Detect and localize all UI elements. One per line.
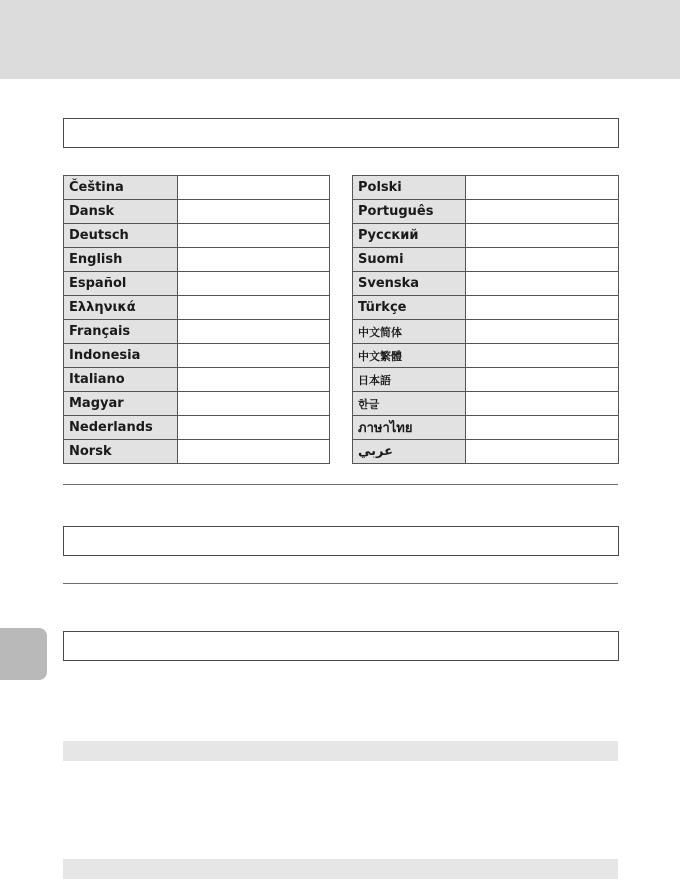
table-row xyxy=(353,440,619,464)
language-name: 中文繁體 xyxy=(353,344,466,368)
table-row xyxy=(353,224,619,248)
language-name: Français xyxy=(64,320,178,344)
language-name: Italiano xyxy=(64,368,178,392)
language-name: ภาษาไทย xyxy=(353,416,466,440)
table-row xyxy=(353,392,619,416)
table-row xyxy=(64,320,330,344)
language-value-cell xyxy=(466,392,619,416)
table-row xyxy=(64,272,330,296)
language-value-cell xyxy=(178,368,330,392)
table-row xyxy=(64,296,330,320)
language-value-cell xyxy=(178,344,330,368)
language-value-cell xyxy=(178,272,330,296)
language-value-cell xyxy=(178,440,330,464)
table-row xyxy=(64,416,330,440)
language-value-cell xyxy=(466,320,619,344)
language-name: Suomi xyxy=(353,248,466,272)
language-value-cell xyxy=(466,224,619,248)
language-value-cell xyxy=(466,344,619,368)
language-name: Ελληνικά xyxy=(64,296,178,320)
language-value-cell xyxy=(178,296,330,320)
language-name: 한글 xyxy=(353,392,466,416)
language-value-cell xyxy=(466,368,619,392)
table-row xyxy=(353,344,619,368)
language-name: 日本語 xyxy=(353,368,466,392)
language-table-left xyxy=(63,175,330,464)
table-row xyxy=(353,200,619,224)
table-row xyxy=(64,392,330,416)
language-value-cell xyxy=(466,296,619,320)
table-row xyxy=(64,440,330,464)
chapter-tab xyxy=(0,628,47,680)
language-name: عربي xyxy=(353,440,466,464)
language-name: Polski xyxy=(353,176,466,200)
table-row xyxy=(353,296,619,320)
language-value-cell xyxy=(466,200,619,224)
language-value-cell xyxy=(178,392,330,416)
table-row xyxy=(64,224,330,248)
section-heading-box-1 xyxy=(63,118,619,148)
table-row xyxy=(353,272,619,296)
language-name: Deutsch xyxy=(64,224,178,248)
language-name: Čeština xyxy=(64,176,178,200)
grey-heading-bar xyxy=(63,741,618,761)
table-row xyxy=(353,176,619,200)
language-value-cell xyxy=(178,320,330,344)
language-name: Español xyxy=(64,272,178,296)
language-name: Русский xyxy=(353,224,466,248)
language-name: English xyxy=(64,248,178,272)
language-name: Magyar xyxy=(64,392,178,416)
language-value-cell xyxy=(178,200,330,224)
language-value-cell xyxy=(466,440,619,464)
language-value-cell xyxy=(178,176,330,200)
table-row xyxy=(353,320,619,344)
table-row xyxy=(353,248,619,272)
language-value-cell xyxy=(178,248,330,272)
language-name: 中文简体 xyxy=(353,320,466,344)
language-table-right xyxy=(352,175,619,464)
language-name: Português xyxy=(353,200,466,224)
language-name: Türkçe xyxy=(353,296,466,320)
language-value-cell xyxy=(466,176,619,200)
section-heading-box-3 xyxy=(63,631,619,661)
divider-rule xyxy=(63,583,618,584)
table-row xyxy=(64,248,330,272)
language-value-cell xyxy=(178,224,330,248)
language-value-cell xyxy=(178,416,330,440)
table-row xyxy=(353,416,619,440)
language-name: Norsk xyxy=(64,440,178,464)
language-name: Svenska xyxy=(353,272,466,296)
table-row xyxy=(353,368,619,392)
grey-heading-bar xyxy=(63,859,618,879)
language-value-cell xyxy=(466,416,619,440)
language-name: Indonesia xyxy=(64,344,178,368)
table-row xyxy=(64,200,330,224)
table-row xyxy=(64,176,330,200)
language-name: Dansk xyxy=(64,200,178,224)
language-value-cell xyxy=(466,272,619,296)
language-name: Nederlands xyxy=(64,416,178,440)
divider-rule xyxy=(63,484,618,485)
page-header-band xyxy=(0,0,680,79)
language-value-cell xyxy=(466,248,619,272)
table-row xyxy=(64,344,330,368)
section-heading-box-2 xyxy=(63,526,619,556)
table-row xyxy=(64,368,330,392)
